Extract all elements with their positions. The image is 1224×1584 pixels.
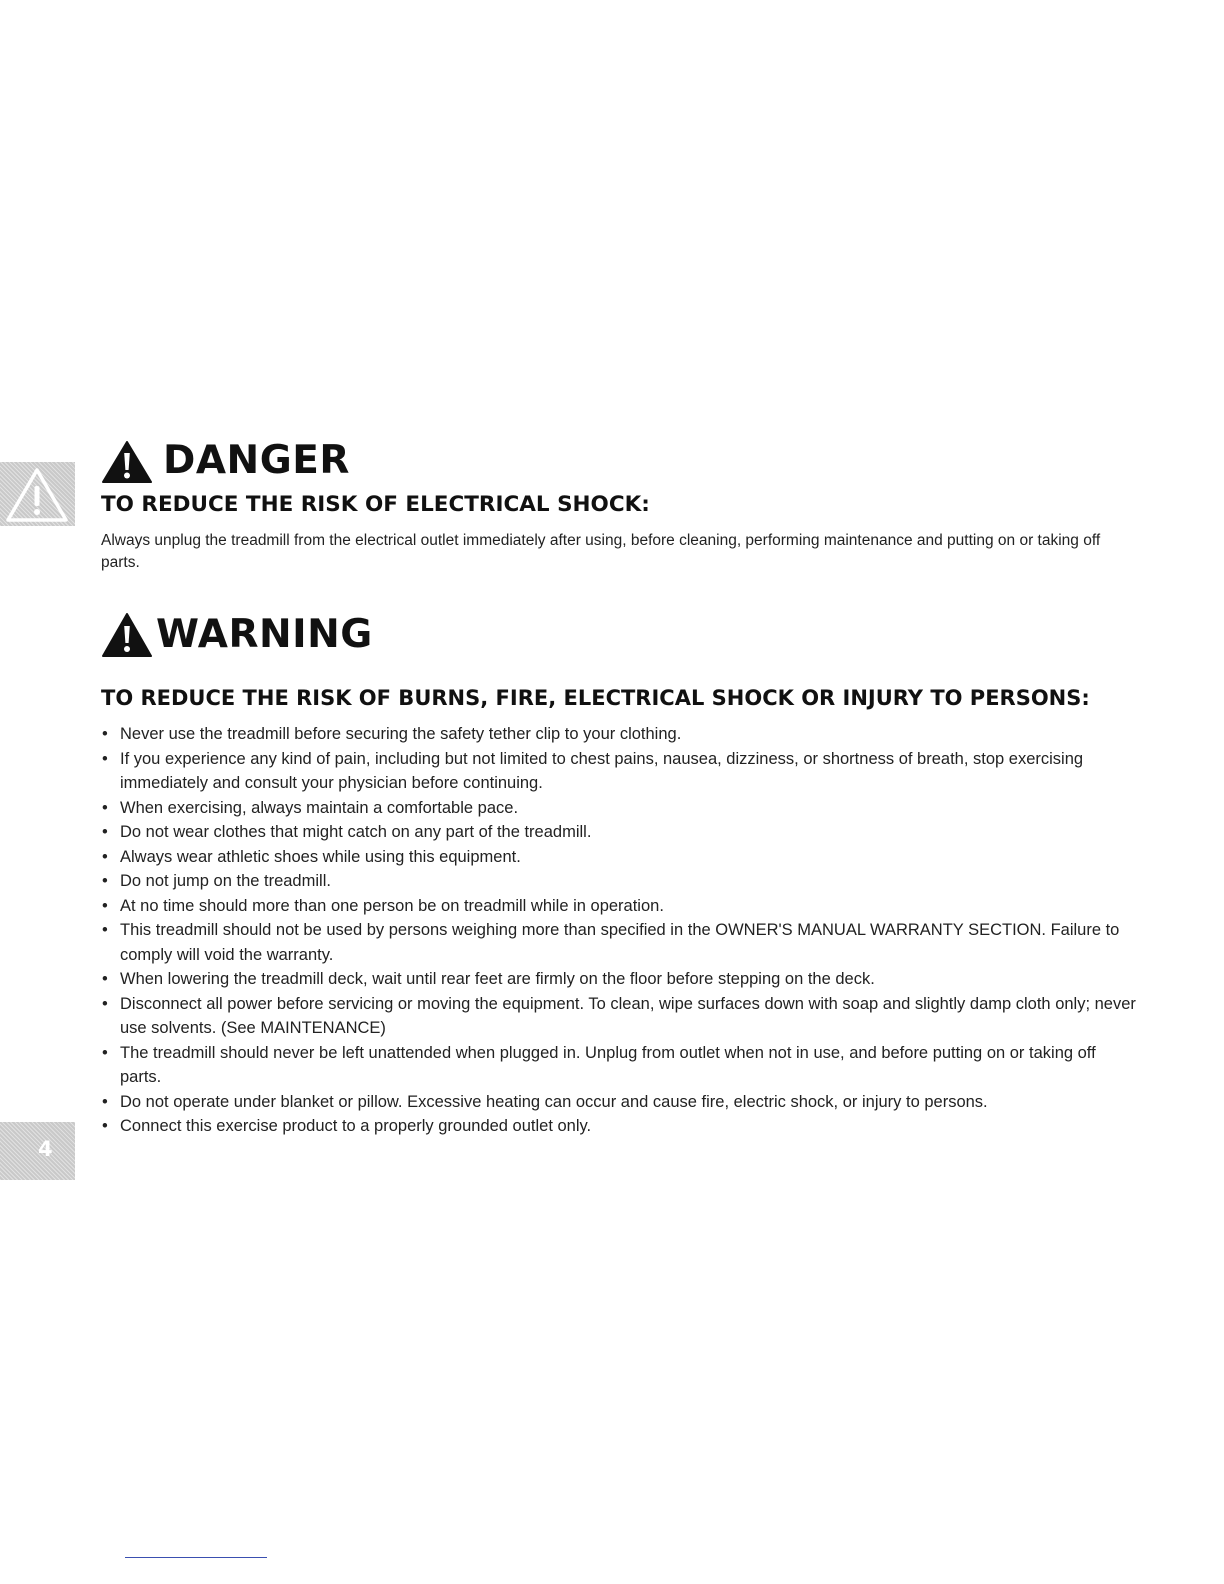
bullet: • — [102, 749, 108, 768]
bullet: • — [102, 994, 108, 1013]
bullet: • — [102, 970, 108, 988]
list-item — [101, 747, 1136, 796]
list-item-text: If you experience any kind of pain, including but not limited to chest pains, nausea, dizziness, or shortness of breath, stop exercising immediately and consult your physician before continuing. — [120, 749, 1084, 792]
bullet: • — [102, 921, 108, 939]
warning-triangle-icon — [101, 440, 153, 484]
page-number: 4 — [38, 1137, 53, 1161]
warning-triangle-icon — [101, 612, 153, 658]
warning-title: WARNING — [156, 612, 373, 657]
bullet: • — [102, 1092, 108, 1111]
warning-list — [101, 722, 1136, 1139]
list-item-text: When lowering the treadmill deck, wait until rear feet are firmly on the floor before stepping on the deck. — [120, 970, 875, 988]
list-item — [101, 845, 1136, 870]
bullet: • — [102, 896, 108, 915]
list-item — [101, 820, 1136, 845]
list-item-text: Do not wear clothes that might catch on any part of the treadmill. — [120, 823, 592, 841]
list-item-text: Disconnect all power before servicing or moving the equipment. To clean, wipe surfaces down with soap and slightly damp cloth only; never use solvents. (See MAINTENANCE) — [120, 994, 1136, 1037]
list-item — [101, 869, 1136, 894]
list-item-text: Always wear athletic shoes while using this equipment. — [120, 847, 521, 866]
list-item-text: Do not jump on the treadmill. — [120, 872, 331, 890]
bullet: • — [102, 725, 108, 743]
side-tab-alert — [0, 462, 75, 526]
list-item — [101, 1041, 1136, 1090]
list-item-text: This treadmill should not be used by persons weighing more than specified in the OWNER'S MANUAL WARRANTY SECTION. Failure to comply will void the warranty. — [120, 921, 1120, 964]
danger-title: DANGER — [163, 438, 350, 483]
bullet: • — [102, 798, 108, 817]
exclamation-triangle-icon — [0, 462, 75, 526]
warning-subtitle: TO REDUCE THE RISK OF BURNS, FIRE, ELECTRICAL SHOCK OR INJURY TO PERSONS: — [101, 686, 1090, 710]
danger-heading — [101, 438, 350, 484]
danger-body-text: Always unplug the treadmill from the electrical outlet immediately after using, before cleaning, performing maintenance and putting on or taking off parts. — [101, 532, 1101, 571]
list-item — [101, 967, 1136, 992]
list-item — [101, 918, 1136, 967]
list-item — [101, 1090, 1136, 1115]
list-item — [101, 1114, 1136, 1139]
list-item — [101, 722, 1136, 747]
bullet: • — [102, 872, 108, 890]
bullet: • — [102, 847, 108, 866]
footer-rule — [125, 1557, 267, 1558]
list-item — [101, 894, 1136, 919]
list-item-text: Never use the treadmill before securing the safety tether clip to your clothing. — [120, 725, 682, 743]
list-item-text: At no time should more than one person be on treadmill while in operation. — [120, 896, 664, 915]
warning-heading — [101, 612, 373, 658]
danger-subtitle: TO REDUCE THE RISK OF ELECTRICAL SHOCK: — [101, 492, 650, 517]
bullet: • — [102, 1043, 108, 1062]
list-item — [101, 796, 1136, 821]
list-item-text: Do not operate under blanket or pillow. Excessive heating can occur and cause fire, electric shock, or injury to persons. — [120, 1092, 988, 1111]
list-item-text: The treadmill should never be left unattended when plugged in. Unplug from outlet when not in use, and before putting on or taking off parts. — [120, 1043, 1096, 1086]
bullet: • — [102, 823, 108, 841]
bullet: • — [102, 1117, 108, 1135]
list-item-text: When exercising, always maintain a comfortable pace. — [120, 798, 519, 817]
list-item-text: Connect this exercise product to a properly grounded outlet only. — [120, 1117, 592, 1135]
list-item — [101, 992, 1136, 1041]
